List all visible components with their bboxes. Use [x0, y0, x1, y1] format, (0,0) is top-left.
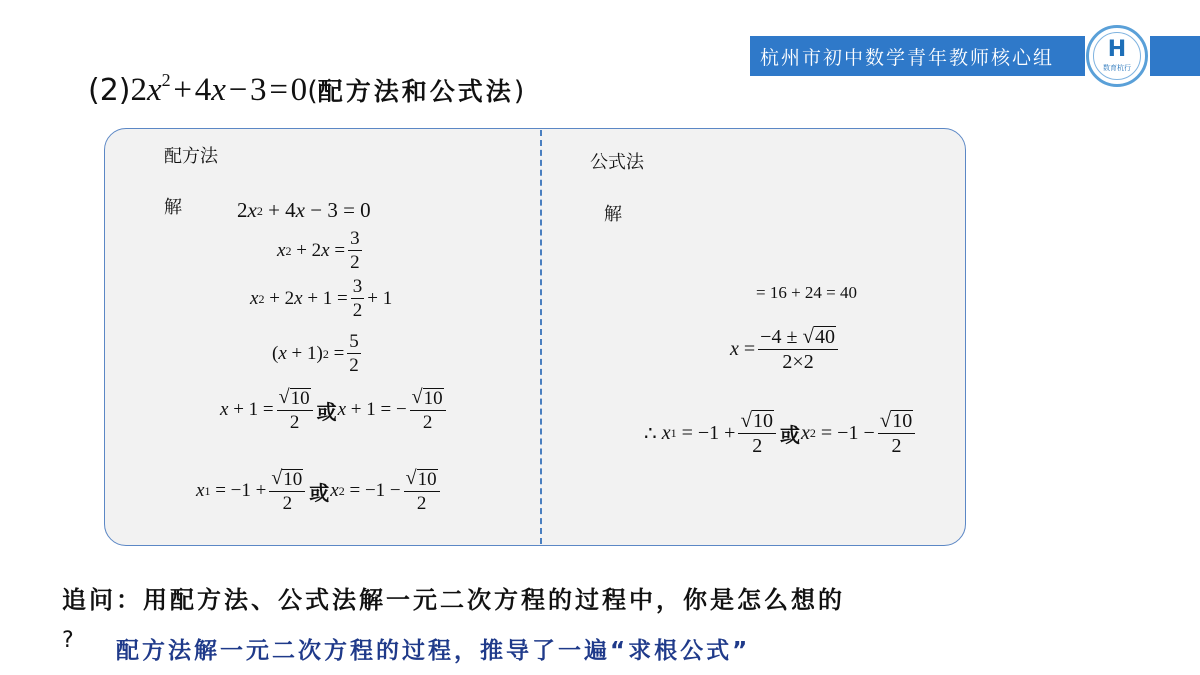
problem-number: (2)	[88, 73, 131, 108]
left-step-2: x 2 + 2 x = $\frac{3}{2}$	[277, 228, 360, 273]
banner-tail	[1150, 36, 1200, 76]
fraction: √ 10 2	[404, 469, 440, 513]
right-step-1: = 16 + 24 = 40	[756, 283, 858, 302]
left-solve-label: 解	[164, 197, 182, 218]
left-step-3: x 2 + 2 x + 1 = $\frac{3}{2}$ + 1	[250, 276, 393, 321]
fraction: $\frac{3}{2}$	[352, 276, 363, 321]
left-step-4: ( x + 1) 2 = $\frac{5}{2}$	[272, 331, 359, 376]
fraction: √ 10 2	[878, 410, 916, 456]
right-step-2: x = −4 ± √ 40 2×2	[730, 326, 841, 372]
left-step-6: x 1 = −1 + √ 10 2 或 x 2 = −1 − √ 10 2	[196, 469, 443, 513]
title-equation: $2x^2$ + 4x − 3 = 0	[130, 70, 308, 108]
right-heading: 公式法	[590, 152, 644, 173]
followup-answer: 配方法解一元二次方程的过程，推导了一遍“求根公式”	[116, 638, 751, 664]
followup-question: 追问：用配方法、公式法解一元二次方程的过程中，你是怎么想的	[62, 586, 845, 614]
fraction: √ 10 2	[410, 388, 446, 432]
logo-inner	[1093, 32, 1141, 80]
left-step-1: 2 x 2 + 4 x − 3 = 0	[237, 198, 371, 222]
or-word: 或	[780, 422, 800, 447]
banner-text: 杭州市初中数学青年教师核心组	[760, 46, 1055, 69]
logo-mark: H	[1107, 37, 1127, 62]
fraction: −4 ± √ 40 2×2	[758, 326, 838, 372]
logo-text: 数育杭行	[1103, 64, 1131, 72]
panel-divider	[540, 130, 542, 544]
school-logo-icon	[1086, 25, 1148, 87]
fraction: √ 10 2	[738, 410, 776, 456]
fraction: $\frac{3}{2}$	[350, 228, 360, 273]
fraction: √ 10 2	[269, 469, 305, 513]
or-word: 或	[309, 480, 330, 505]
page-title	[88, 72, 524, 112]
left-step-5: x + 1 = √ 10 2 或 x + 1 = − √ 10 2	[220, 388, 449, 432]
title-method-text: 配方法和公式法	[317, 77, 514, 106]
or-word: 或	[316, 399, 337, 424]
left-heading: 配方法	[164, 146, 218, 167]
right-solve-label: 解	[604, 204, 622, 225]
right-step-3: ∴ x 1 = −1 + √ 10 2 或 x 2 = −1 − √ 10 2	[644, 410, 918, 456]
header-banner	[750, 36, 1085, 76]
fraction: √ 10 2	[277, 388, 313, 432]
open-paren: (	[307, 76, 318, 107]
fraction: $\frac{5}{2}$	[349, 331, 359, 376]
question-mark: ?	[62, 628, 74, 653]
close-paren: )	[513, 76, 525, 107]
